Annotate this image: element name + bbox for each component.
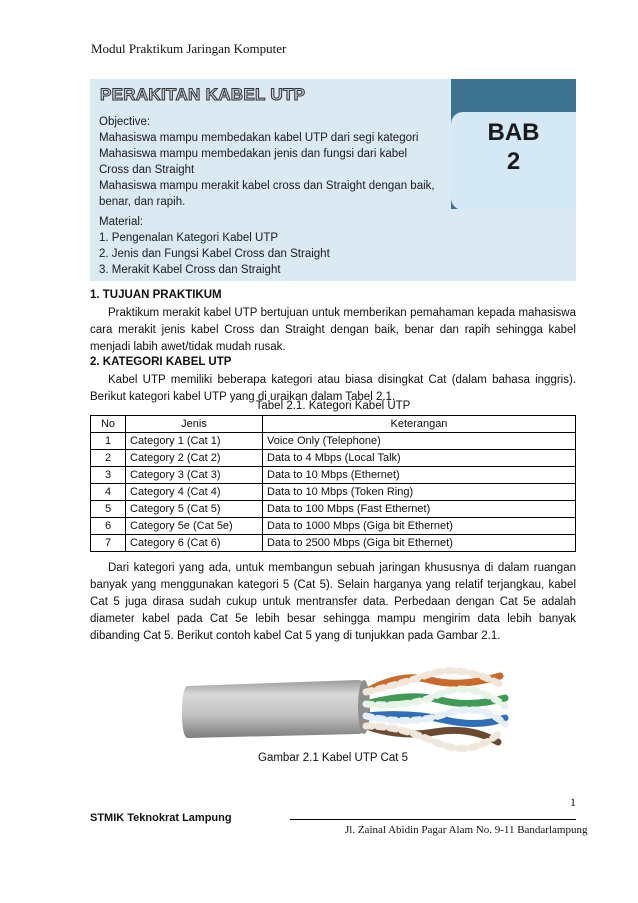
table-cell: Voice Only (Telephone) <box>263 433 576 450</box>
table-row <box>91 484 576 501</box>
table-header-cell: No <box>91 416 126 433</box>
objective-line: Mahasiswa mampu membedakan kabel UTP dari segi kategori <box>99 132 419 144</box>
table-header-cell: Jenis <box>126 416 263 433</box>
footer-address: Jl. Zainal Abidin Pagar Alam No. 9-11 Bandarlampung <box>345 824 588 836</box>
table-cell: Data to 10 Mbps (Ethernet) <box>263 467 576 484</box>
table-cell: 4 <box>91 484 126 501</box>
footer-divider <box>290 819 576 820</box>
table-cell: Category 1 (Cat 1) <box>126 433 263 450</box>
chapter-number: 2 <box>506 148 521 175</box>
table-cell: Data to 2500 Mbps (Giga bit Ethernet) <box>263 535 576 552</box>
table-row <box>91 467 576 484</box>
page-number: 1 <box>570 795 576 809</box>
category-table <box>90 415 576 552</box>
table-cell: Category 6 (Cat 6) <box>126 535 263 552</box>
table-cell: Category 3 (Cat 3) <box>126 467 263 484</box>
objective-line: benar, dan rapih. <box>99 196 186 208</box>
table-row <box>91 433 576 450</box>
table-cell: Category 2 (Cat 2) <box>126 450 263 467</box>
table-row <box>91 518 576 535</box>
footer-institution: STMIK Teknokrat Lampung <box>90 812 232 824</box>
table-cell: Data to 4 Mbps (Local Talk) <box>263 450 576 467</box>
table-row <box>91 450 576 467</box>
material-line: Material: <box>99 216 144 228</box>
material-block <box>99 214 449 278</box>
table-cell: Data to 100 Mbps (Fast Ethernet) <box>263 501 576 518</box>
table-row <box>91 535 576 552</box>
objective-line: Cross dan Straight <box>99 164 195 176</box>
table-cell: 3 <box>91 467 126 484</box>
material-line: 1. Pengenalan Kategori Kabel UTP <box>99 232 279 244</box>
table-caption: Tabel 2.1. Kategori Kabel UTP <box>255 400 411 412</box>
table-cell: 5 <box>91 501 126 518</box>
section2-text: Kabel UTP memiliki beberapa kategori atau biasa disingkat Cat (dalam bahasa inggris). Berikut kategori kabel UTP yang di uraikan dalam Tabel 2.1. <box>90 374 576 403</box>
table-cell: Category 4 (Cat 4) <box>126 484 263 501</box>
objective-line: Mahasiswa mampu membedakan jenis dan fungsi dari kabel <box>99 148 408 160</box>
table-cell: 7 <box>91 535 126 552</box>
table-header-row <box>91 416 576 433</box>
table-cell: Category 5 (Cat 5) <box>126 501 263 518</box>
section1-heading: 1. TUJUAN PRAKTIKUM <box>90 289 222 301</box>
table-cell: 2 <box>91 450 126 467</box>
table-cell: Category 5e (Cat 5e) <box>126 518 263 535</box>
material-line: 2. Jenis dan Fungsi Kabel Cross dan Straight <box>99 248 330 260</box>
table-cell: Data to 1000 Mbps (Giga bit Ethernet) <box>263 518 576 535</box>
section2-heading: 2. KATEGORI KABEL UTP <box>90 356 232 368</box>
material-line: 3. Merakit Kabel Cross dan Straight <box>99 264 281 276</box>
section1-text: Praktikum merakit kabel UTP bertujuan untuk memberikan pemahaman kepada mahasiswa cara merakit jenis kabel Cross dan Straight dengan baik, benar dan rapih sehingga kabel menjadi labih awet/tidak mudah rusak. <box>90 307 576 353</box>
table-cell: 6 <box>91 518 126 535</box>
table-cell: Data to 10 Mbps (Token Ring) <box>263 484 576 501</box>
section2-text2: Dari kategori yang ada, untuk membangun sebuah jaringan khususnya di dalam ruangan banyak yang menggunakan kategori 5 (Cat 5). Selain harganya yang relatif terjangkau, kabel Cat 5 juga dirasa sudah cukup untuk mentransfer data. Perbedaan dengan Cat 5e adalah diameter kabel pada Cat 5e lebih besar sehingga mampu mengirim data lebih banyak dibanding Cat 5. Berikut contoh kabel Cat 5 yang di tunjukkan pada Gambar 2.1. <box>90 562 576 642</box>
objective-block <box>99 114 449 210</box>
chapter-word: BAB <box>487 119 540 146</box>
chapter-title: PERAKITAN KABEL UTP <box>100 85 306 104</box>
running-header: Modul Praktikum Jaringan Komputer <box>91 41 287 56</box>
objective-line: Mahasiswa mampu merakit kabel cross dan Straight dengan baik, <box>99 180 435 192</box>
utp-cable-image <box>180 662 510 752</box>
figure-caption: Gambar 2.1 Kabel UTP Cat 5 <box>258 752 408 764</box>
objective-line: Objective: <box>99 116 151 128</box>
table-cell: 1 <box>91 433 126 450</box>
chapter-label <box>451 118 576 176</box>
table-header-cell: Keterangan <box>263 416 576 433</box>
table-row <box>91 501 576 518</box>
